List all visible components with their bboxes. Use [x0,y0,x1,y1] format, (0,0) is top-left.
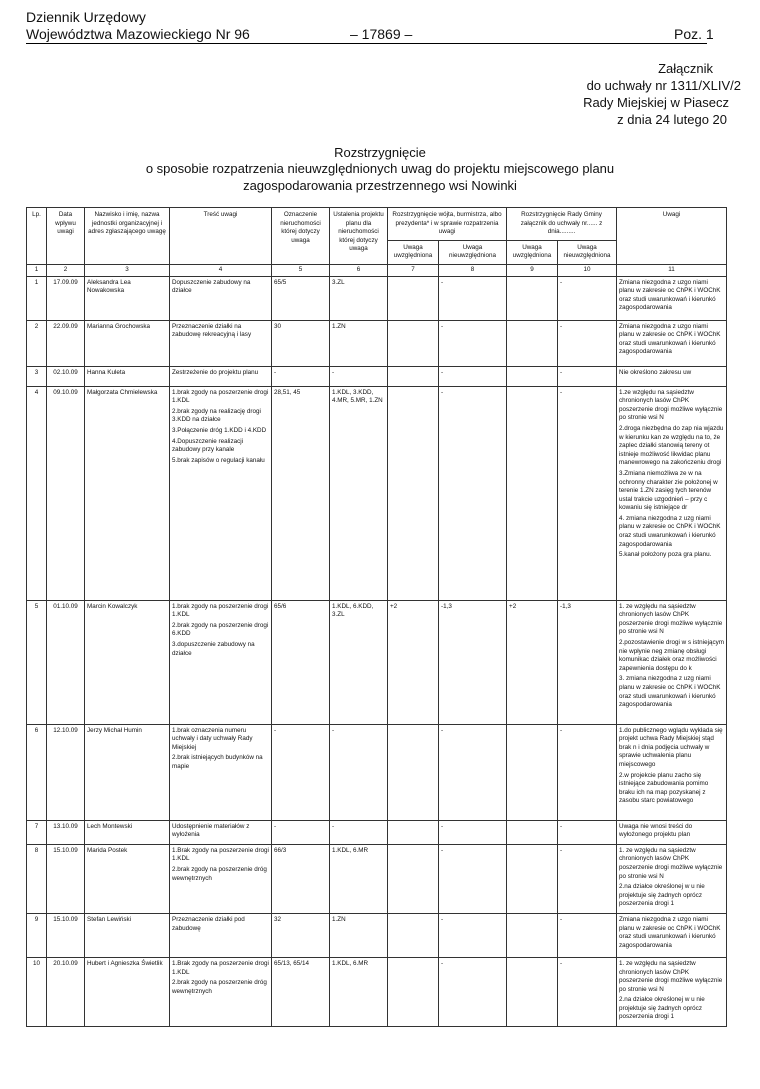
header-rule [26,43,707,44]
cell-plot: 30 [272,320,330,366]
cell-council-rejected: - [558,957,617,1026]
cell-content-item: 5.brak zapisów o regulacji kanału [172,456,265,464]
column-number: 11 [617,264,727,276]
cell-council-rejected: - [558,913,617,957]
cell-mayor-rejected: - [439,366,507,386]
cell-findings: - [330,724,388,820]
column-number: 10 [558,264,617,276]
cell-council-rejected: - [558,366,617,386]
cell-mayor-accepted [388,844,439,913]
cell-remarks-item: 3. zmiana niezgodna z uzg niami planu w zakresie oc ChPK i WOChK oraz studi uwarunkowań i kierunkó zagospodarowania [619,675,721,709]
cell-council-rejected: - [558,320,617,366]
attachment-label: Załącznik [658,61,713,76]
header-lp: Lp. [27,208,47,265]
cell-content [170,844,272,913]
cell-name: Stefan Lewiński [85,913,170,957]
header-remarks: Uwagi [617,208,727,265]
cell-council-accepted [507,957,558,1026]
column-number: 8 [439,264,507,276]
cell-remarks-item: Nie określono zakresu uw [619,368,692,376]
cell-content-item: Zestrzeżenie do projektu planu [172,368,259,376]
cell-plot: 28,51, 45 [272,386,330,600]
cell-content [170,386,272,600]
cell-mayor-accepted [388,913,439,957]
cell-remarks-item: 1.do publicznego wglądu wykłada się projekt uchwa Rady Miejskiej stąd brak n i dnia podjęcia uchwały w sprawie uchwalenia planu miejscowego [619,726,723,768]
cell-remarks [617,844,727,913]
cell-mayor-accepted [388,724,439,820]
cell-mayor-rejected: -1,3 [439,600,507,724]
cell-date: 20.10.09 [47,957,85,1026]
cell-remarks [617,913,727,957]
doc-title: Rozstrzygnięcie [334,145,426,160]
table-body [27,276,727,1027]
cell-council-accepted: +2 [507,600,558,724]
cell-council-rejected: - [558,820,617,844]
cell-remarks-item: Uwaga nie wnosi treści do wyłożonego projektu plan [619,822,693,839]
cell-mayor-rejected: - [439,276,507,320]
header-mayor: Rozstrzygnięcie wójta, burmistrza, albo prezydenta* i w sprawie rozpatrzenia uwagi [388,208,507,241]
cell-findings: - [330,820,388,844]
cell-remarks-item: 1. ze względu na sąsiedztw chronionych lasów ChPK poszerzenie drogi możliwe wyłącznie po stronie wsi N [619,602,723,636]
cell-remarks-item: 2.na działce określonej w u nie projektuje się żadnych oprócz poszerzenia drogi 1 [619,883,705,908]
table-row [27,820,727,844]
cell-lp: 7 [27,820,47,844]
cell-content-item: Przeznaczenie działki na zabudowę rekreacyjną i lasy [172,322,252,339]
cell-date: 12.10.09 [47,724,85,820]
cell-name: Małgorzata Chmielewska [85,386,170,600]
header-name: Nazwisko i imię, nazwa jednostki organizacyjnej i adres zgłaszającego uwagę [85,208,170,265]
cell-name: Hanna Kuleta [85,366,170,386]
cell-name: Lech Montewski [85,820,170,844]
cell-remarks-item: 1. ze względu na sąsiedztw chronionych lasów ChPK poszerzenie drogi możliwe wyłącznie po stronie wsi N [619,959,723,993]
cell-date: 22.09.09 [47,320,85,366]
cell-remarks-item: Zmiana niezgodna z uzgo niami planu w zakresie oc ChPK i WOChK oraz studi uwarunkowań i kierunkó zagospodarowania [619,915,721,949]
header-plot: Oznaczenie nieruchomości której dotyczy uwaga [272,208,330,265]
cell-mayor-accepted [388,320,439,366]
cell-remarks [617,320,727,366]
cell-mayor-rejected: - [439,913,507,957]
cell-mayor-rejected: - [439,386,507,600]
cell-remarks-item: 4. zmiana niezgodna z uzg niami planu w zakresie oc ChPK i WOChK oraz studi uwarunkowań i kierunkó zagospodarowania [619,514,721,548]
journal-subheader [26,26,726,42]
cell-date: 01.10.09 [47,600,85,724]
cell-name: Marida Postek [85,844,170,913]
cell-council-accepted [507,276,558,320]
header-mayor-accepted: Uwaga uwzględniona [388,240,439,264]
cell-mayor-rejected: - [439,320,507,366]
page-number: – 17869 – [350,26,413,42]
cell-findings: 1.ZN [330,913,388,957]
remarks-table [26,207,727,1027]
cell-lp: 10 [27,957,47,1026]
cell-content-item: 2.brak istniejących budynków na mapie [172,754,263,770]
cell-content-item: 3.dopuszczenie zabudowy na działce [172,640,255,657]
column-number: 7 [388,264,439,276]
position-number: Poz. 1 [674,26,714,42]
cell-remarks-item: 1. ze względu na sąsiedztw chronionych lasów ChPK poszerzenie drogi możliwe wyłącznie po stronie wsi N [619,846,723,880]
cell-plot: - [272,724,330,820]
cell-findings: 3.ZL [330,276,388,320]
cell-content-item: 2.brak zgody na poszerzenie dróg wewnętrznych [172,865,267,882]
table-row [27,386,727,600]
column-number: 3 [85,264,170,276]
header-council-accepted: Uwaga uwzględniona [507,240,558,264]
cell-mayor-accepted [388,366,439,386]
journal-title: Dziennik Urzędowy [26,9,146,25]
attachment-date: z dnia 24 lutego 20 [617,112,727,127]
cell-council-rejected: - [558,386,617,600]
cell-remarks [617,386,727,600]
cell-remarks-item: 2.w projekcie planu zacho się istniejące zabudowania pomimo braku ich na map pozyskanej z zasobu starc powiatowego [619,771,709,805]
cell-content-item: Dopuszczenie zabudowy na działce [172,278,251,295]
cell-lp: 1 [27,276,47,320]
cell-lp: 5 [27,600,47,724]
cell-lp: 4 [27,386,47,600]
column-number: 1 [27,264,47,276]
cell-content-item: 2.brak zgody na poszerzenie drogi 6.KDD [172,621,269,638]
cell-council-accepted [507,386,558,600]
cell-plot: 65/13, 65/14 [272,957,330,1026]
cell-council-accepted [507,913,558,957]
cell-name: Marianna Grochowska [85,320,170,366]
cell-council-accepted [507,844,558,913]
cell-mayor-accepted [388,276,439,320]
doc-subtitle: o sposobie rozpatrzenia nieuwzględnionych uwag do projektu miejscowego planu [145,161,615,176]
cell-remarks-item: 2.na działce określonej w u nie projektuje się żadnych oprócz poszerzenia drogi 1 [619,996,705,1021]
cell-content-item: 1.brak zgody na poszerzenie drogi 1.KDL [172,388,269,405]
cell-mayor-rejected: - [439,844,507,913]
cell-council-rejected: - [558,844,617,913]
table-row [27,957,727,1026]
table-row [27,366,727,386]
table-row [27,724,727,820]
cell-findings: 1.ZN [330,320,388,366]
cell-council-rejected: -1,3 [558,600,617,724]
cell-remarks-item: 2.pozostawienie drogi w s istniejącym nie wpłynie neg zmianę obsługi komunikac działek oraz możliwości zapewnienia dostępu do k [619,638,725,672]
cell-lp: 6 [27,724,47,820]
cell-date: 17.09.09 [47,276,85,320]
header-findings: Ustalenia projektu planu dla nieruchomości której dotyczy uwaga [330,208,388,265]
cell-content-item: 4.Dopuszczenie realizacji zabudowy przy kanale [172,437,244,454]
cell-findings: 1.KDL, 3.KDD, 4.MR, 5.MR, 1.ZN [330,386,388,600]
doc-subtitle-2: zagospodarowania przestrzennego wsi Nowinki [243,178,517,193]
cell-council-accepted [507,366,558,386]
cell-plot: 65/6 [272,600,330,724]
header-mayor-rejected: Uwaga nieuwzględniona [439,240,507,264]
cell-content-item: 1.Brak zgody na poszerzenie drogi 1.KDL [172,959,269,976]
table-row [27,913,727,957]
cell-plot: - [272,820,330,844]
cell-findings: 1.KDL, 6.KDD, 3.ZL [330,600,388,724]
cell-content [170,276,272,320]
cell-lp: 3 [27,366,47,386]
cell-findings: - [330,366,388,386]
cell-content-item: 2.brak zgody na realizację drogi 3.KDD na działce [172,407,261,424]
cell-findings: 1.KDL, 6.MR [330,844,388,913]
cell-findings: 1.KDL, 6.MR [330,957,388,1026]
cell-council-accepted [507,820,558,844]
cell-content [170,600,272,724]
cell-content [170,366,272,386]
cell-name: Hubert i Agnieszka Świetlik [85,957,170,1026]
cell-remarks-item: Zmiana niezgodna z uzgo niami planu w zakresie oc ChPK i WOChK oraz studi uwarunkowań i kierunkó zagospodarowania [619,278,721,312]
cell-content [170,820,272,844]
cell-mayor-accepted [388,386,439,600]
cell-date: 15.10.09 [47,844,85,913]
cell-content [170,724,272,820]
cell-name: Aleksandra Lea Nowakowska [85,276,170,320]
table-row [27,276,727,320]
cell-council-accepted [507,320,558,366]
cell-remarks-item: 5.kanał położony poza gra planu. [619,551,712,559]
cell-content-item: 3.Połączenie dróg 1.KDD i 4.KDD [172,426,267,434]
cell-mayor-accepted: +2 [388,600,439,724]
attachment-council: Rady Miejskiej w Piasecz [583,95,729,110]
cell-remarks [617,366,727,386]
cell-content-item: Przeznaczenie działki pod zabudowę [172,915,245,932]
cell-remarks-item: 2.droga niezbędna do zap nia wjazdu w kierunku kan ze względu na to, że zaplec działki stanowią tereny ot istnieje możliwość likwidac planu manewrowego na zakończeniu drogi [619,424,724,467]
attachment-resolution: do uchwały nr 1311/XLIV/2 [586,78,741,93]
cell-mayor-accepted [388,957,439,1026]
cell-lp: 8 [27,844,47,913]
header-council: Rozstrzygnięcie Rady Gminy załącznik do uchwały nr...... z dnia......... [507,208,617,241]
cell-remarks [617,957,727,1026]
cell-plot: 32 [272,913,330,957]
cell-remarks-item: 3.Zmiana niemożliwa ze w na ochronny charakter zie położonej w terenie 1.ZN zasięg tych terenów ustal trakcie uzgodnień – przy c kowaniu się istniejące dr [619,469,718,512]
cell-name: Marcin Kowalczyk [85,600,170,724]
header-date: Data wpływu uwagi [47,208,85,265]
column-numbers-row [27,264,727,276]
cell-plot: 65/5 [272,276,330,320]
cell-remarks [617,820,727,844]
cell-date: 15.10.09 [47,913,85,957]
table-row [27,600,727,724]
cell-lp: 2 [27,320,47,366]
cell-mayor-rejected: - [439,820,507,844]
column-number: 4 [170,264,272,276]
column-number: 9 [507,264,558,276]
cell-content-item: 1.brak zgody na poszerzenie drogi 1.KDL [172,602,269,619]
cell-mayor-rejected: - [439,724,507,820]
column-number: 2 [47,264,85,276]
cell-content-item: Udostępnienie materiałów z wyłożenia [172,822,250,839]
cell-council-rejected: - [558,724,617,820]
cell-plot: - [272,366,330,386]
cell-date: 02.10.09 [47,366,85,386]
header-council-rejected: Uwaga nieuwzględniona [558,240,617,264]
cell-date: 09.10.09 [47,386,85,600]
column-number: 6 [330,264,388,276]
cell-remarks-item: 1.ze względu na sąsiedztw chronionych lasów ChPK poszerzenie drogi możliwe wyłącznie po stronie wsi N [619,388,723,422]
cell-plot: 66/3 [272,844,330,913]
cell-remarks [617,276,727,320]
cell-council-accepted [507,724,558,820]
table-row [27,320,727,366]
cell-council-rejected: - [558,276,617,320]
cell-content [170,320,272,366]
journal-issue: Województwa Mazowieckiego Nr 96 [26,26,250,42]
header-content: Treść uwagi [170,208,272,265]
cell-name: Jerzy Michał Humin [85,724,170,820]
cell-content [170,913,272,957]
cell-content-item: 2.brak zgody na poszerzenie dróg wewnętrznych [172,979,267,995]
cell-date: 13.10.09 [47,820,85,844]
cell-lp: 9 [27,913,47,957]
cell-content-item: 1.brak oznaczenia numeru uchwały i daty uchwały Rady Miejskiej [172,726,253,751]
cell-remarks [617,600,727,724]
cell-mayor-rejected: - [439,957,507,1026]
table-row [27,844,727,913]
cell-content [170,957,272,1026]
column-number: 5 [272,264,330,276]
cell-content-item: 1.Brak zgody na poszerzenie drogi 1.KDL [172,846,269,863]
cell-mayor-accepted [388,820,439,844]
cell-remarks-item: Zmiana niezgodna z uzgo niami planu w zakresie oc ChPK i WOChK oraz studi uwarunkowań i kierunkó zagospodarowania [619,322,721,356]
cell-remarks [617,724,727,820]
